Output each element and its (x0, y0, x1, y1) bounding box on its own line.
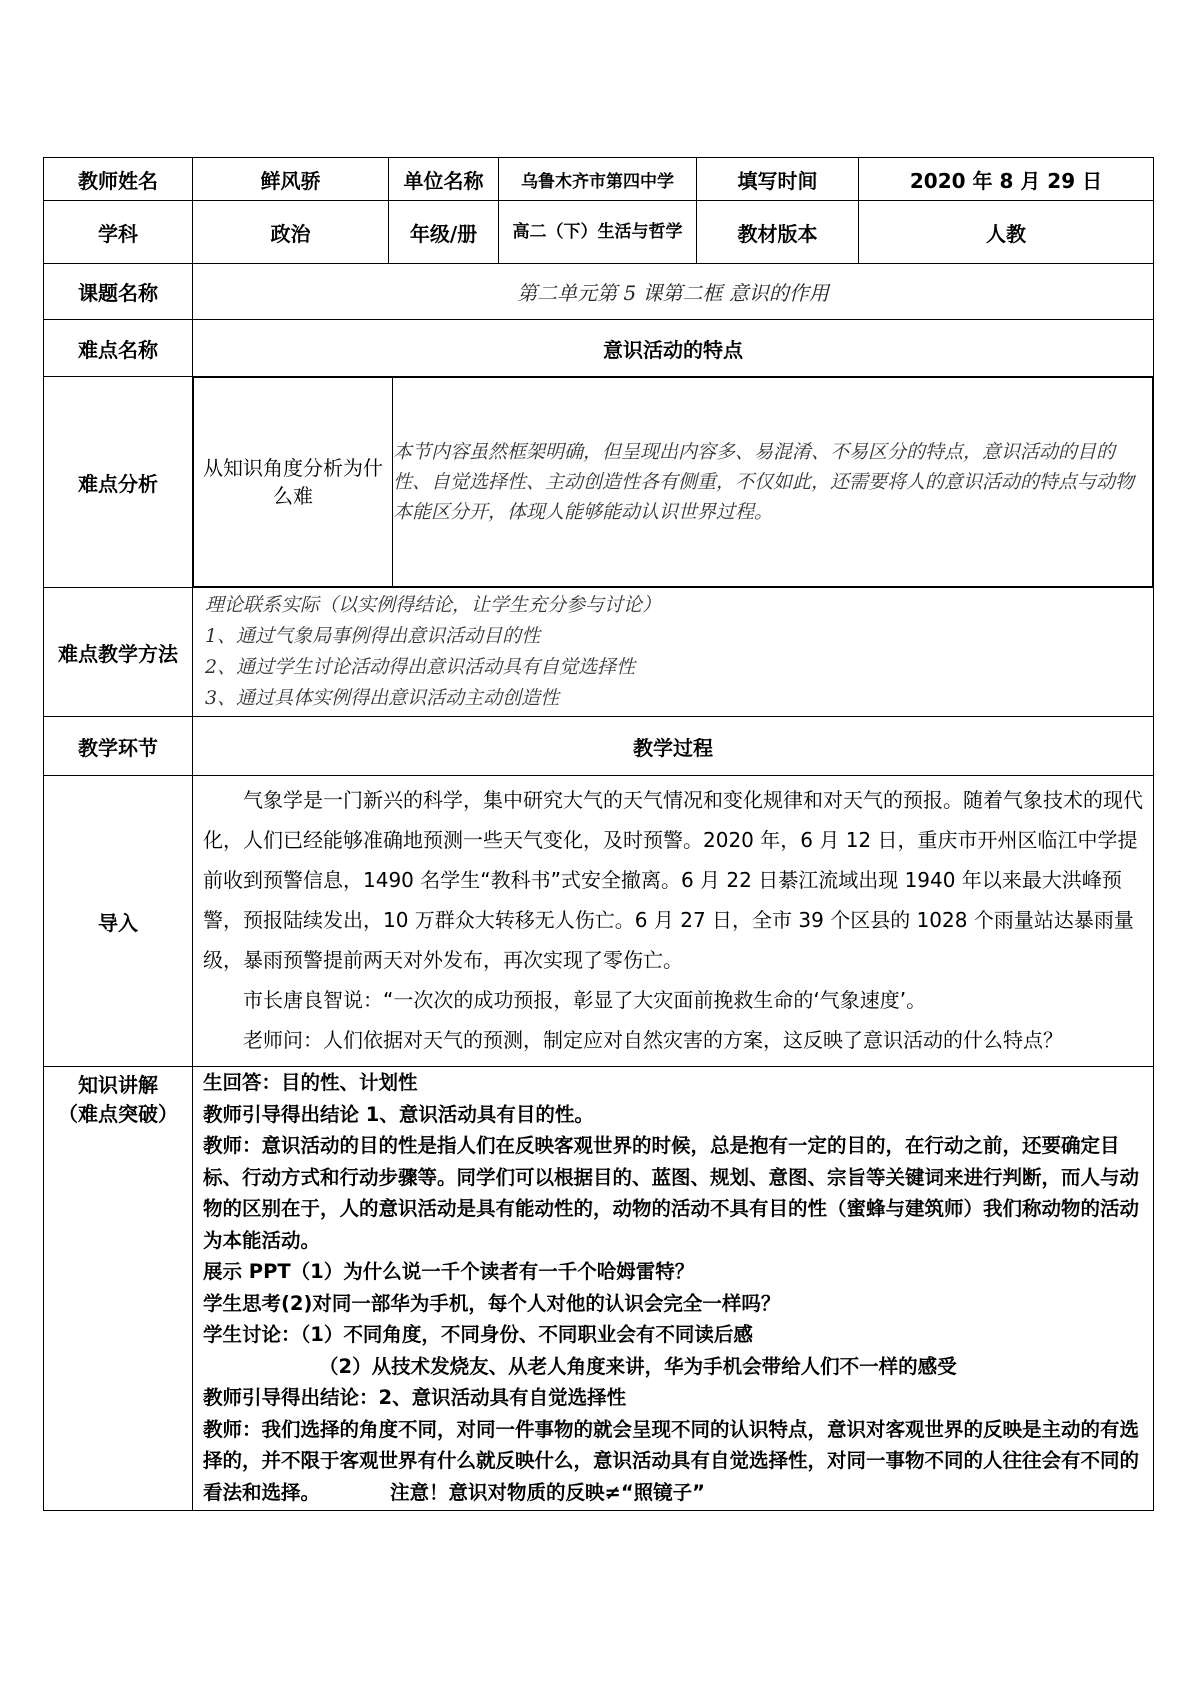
difficulty-value: 意识活动的特点 (193, 320, 1154, 377)
analysis-label: 难点分析 (44, 377, 193, 588)
method-content (193, 588, 1154, 717)
intro-paragraph: 市长唐良智说：“一次次的成功预报，彰显了大灾面前挽救生命的‘气象速度’。 (243, 988, 927, 1012)
subject-label: 学科 (44, 201, 193, 264)
knowledge-label (44, 1067, 193, 1511)
teacher-value: 鲜风骄 (193, 158, 389, 201)
intro-row (44, 776, 1154, 1067)
method-row (44, 588, 1154, 717)
topic-row (44, 264, 1154, 320)
unit-value: 乌鲁木齐市第四中学 (499, 158, 697, 201)
topic-label: 课题名称 (44, 264, 193, 320)
knowledge-line: 教师：意识活动的目的性是指人们在反映客观世界的时候，总是抱有一定的目的，在行动之前，还要确定目标、行动方式和行动步骤等。同学们可以根据目的、蓝图、规划、意图、宗旨等关键词来进行判断，而人与动物的区别在于，人的意识活动是具有能动性的，动物的活动不具有目的性（蜜蜂与建筑师）我们称动物的活动为本能活动。 (203, 1134, 1140, 1252)
knowledge-line: 学生讨论：（1）不同角度，不同身份、不同职业会有不同读后感 (203, 1323, 753, 1346)
edition-value: 人教 (859, 201, 1154, 264)
lesson-plan-table (43, 157, 1154, 1511)
unit-label: 单位名称 (389, 158, 499, 201)
difficulty-row (44, 320, 1154, 377)
process-label: 教学环节 (44, 717, 193, 776)
teacher-label: 教师姓名 (44, 158, 193, 201)
date-value: 2020 年 8 月 29 日 (859, 158, 1154, 201)
knowledge-line: 教师：我们选择的角度不同，对同一件事物的就会呈现不同的认识特点，意识对客观世界的反映是主动的有选择的，并不限于客观世界有什么就反映什么，意识活动具有自觉选择性，对同一事物不同的人往往会有不同的看法和选择。 (203, 1417, 1140, 1504)
analysis-sub-label: 从知识角度分析为什么难 (194, 378, 393, 587)
analysis-inner-table (193, 377, 1153, 587)
grade-value: 高二（下）生活与哲学 (499, 201, 697, 264)
knowledge-content (193, 1067, 1154, 1511)
method-line: 1、通过气象局事例得出意识活动目的性 (205, 625, 541, 647)
date-label: 填写时间 (697, 158, 859, 201)
knowledge-line: 教师引导得出结论：2、意识活动具有自觉选择性 (203, 1386, 627, 1409)
knowledge-label-line: 知识讲解 (78, 1073, 158, 1097)
method-line: 理论联系实际（以实例得结论，让学生充分参与讨论） (205, 594, 662, 616)
knowledge-line: 教师引导得出结论 1、意识活动具有目的性。 (203, 1102, 594, 1126)
knowledge-label-line: （难点突破） (58, 1102, 178, 1126)
analysis-text: 本节内容虽然框架明确，但呈现出内容多、易混淆、不易区分的特点，意识活动的目的性、自觉选择性、主动创造性各有侧重，不仅如此，还需要将人的意识活动的特点与动物本能区分开，体现人能够能动认识世界过程。 (393, 378, 1153, 587)
grade-label: 年级/册 (389, 201, 499, 264)
process-row (44, 717, 1154, 776)
analysis-row (44, 377, 1154, 588)
intro-content (193, 776, 1154, 1067)
header-row-1 (44, 158, 1154, 201)
lesson-plan-page (43, 157, 1153, 1511)
knowledge-line: 学生思考(2)对同一部华为手机，每个人对他的认识会完全一样吗？ (203, 1291, 781, 1315)
knowledge-note: 注意！意识对物质的反映≠“照镜子” (390, 1480, 705, 1504)
topic-value: 第二单元第 5 课第二框 意识的作用 (193, 264, 1154, 320)
intro-paragraph: 气象学是一门新兴的科学，集中研究大气的天气情况和变化规律和对天气的预报。随着气象技术的现代化，人们已经能够准确地预测一些天气变化，及时预警。2020 年，6 月 12 日，重庆市开州区临江中学提前收到预警信息，1490 名学生“教科书”式安全撤离。6 月 22 日綦江流域出现 1940 年以来最大洪峰预警，预报陆续发出，10 万群众大转移无人伤亡。6 月 27 日，全市 39 个区县的 1028 个雨量站达暴雨量级，暴雨预警提前两天对外发布，再次实现了零伤亡。 (203, 788, 1143, 972)
intro-paragraph: 老师问：人们依据对天气的预测，制定应对自然灾害的方案，这反映了意识活动的什么特点？ (243, 1028, 1063, 1052)
difficulty-label: 难点名称 (44, 320, 193, 377)
knowledge-line: 生回答：目的性、计划性 (203, 1071, 418, 1094)
subject-value: 政治 (193, 201, 389, 264)
method-line: 2、通过学生讨论活动得出意识活动具有自觉选择性 (205, 656, 636, 678)
intro-label: 导入 (44, 776, 193, 1067)
knowledge-line: 展示 PPT（1）为什么说一千个读者有一千个哈姆雷特？ (203, 1260, 695, 1283)
analysis-cell (193, 377, 1154, 588)
knowledge-line: （2）从技术发烧友、从老人角度来讲，华为手机会带给人们不一样的感受 (319, 1354, 957, 1378)
process-value: 教学过程 (193, 717, 1154, 776)
header-row-2 (44, 201, 1154, 264)
edition-label: 教材版本 (697, 201, 859, 264)
knowledge-row (44, 1067, 1154, 1511)
method-label: 难点教学方法 (44, 588, 193, 717)
method-line: 3、通过具体实例得出意识活动主动创造性 (205, 687, 560, 709)
